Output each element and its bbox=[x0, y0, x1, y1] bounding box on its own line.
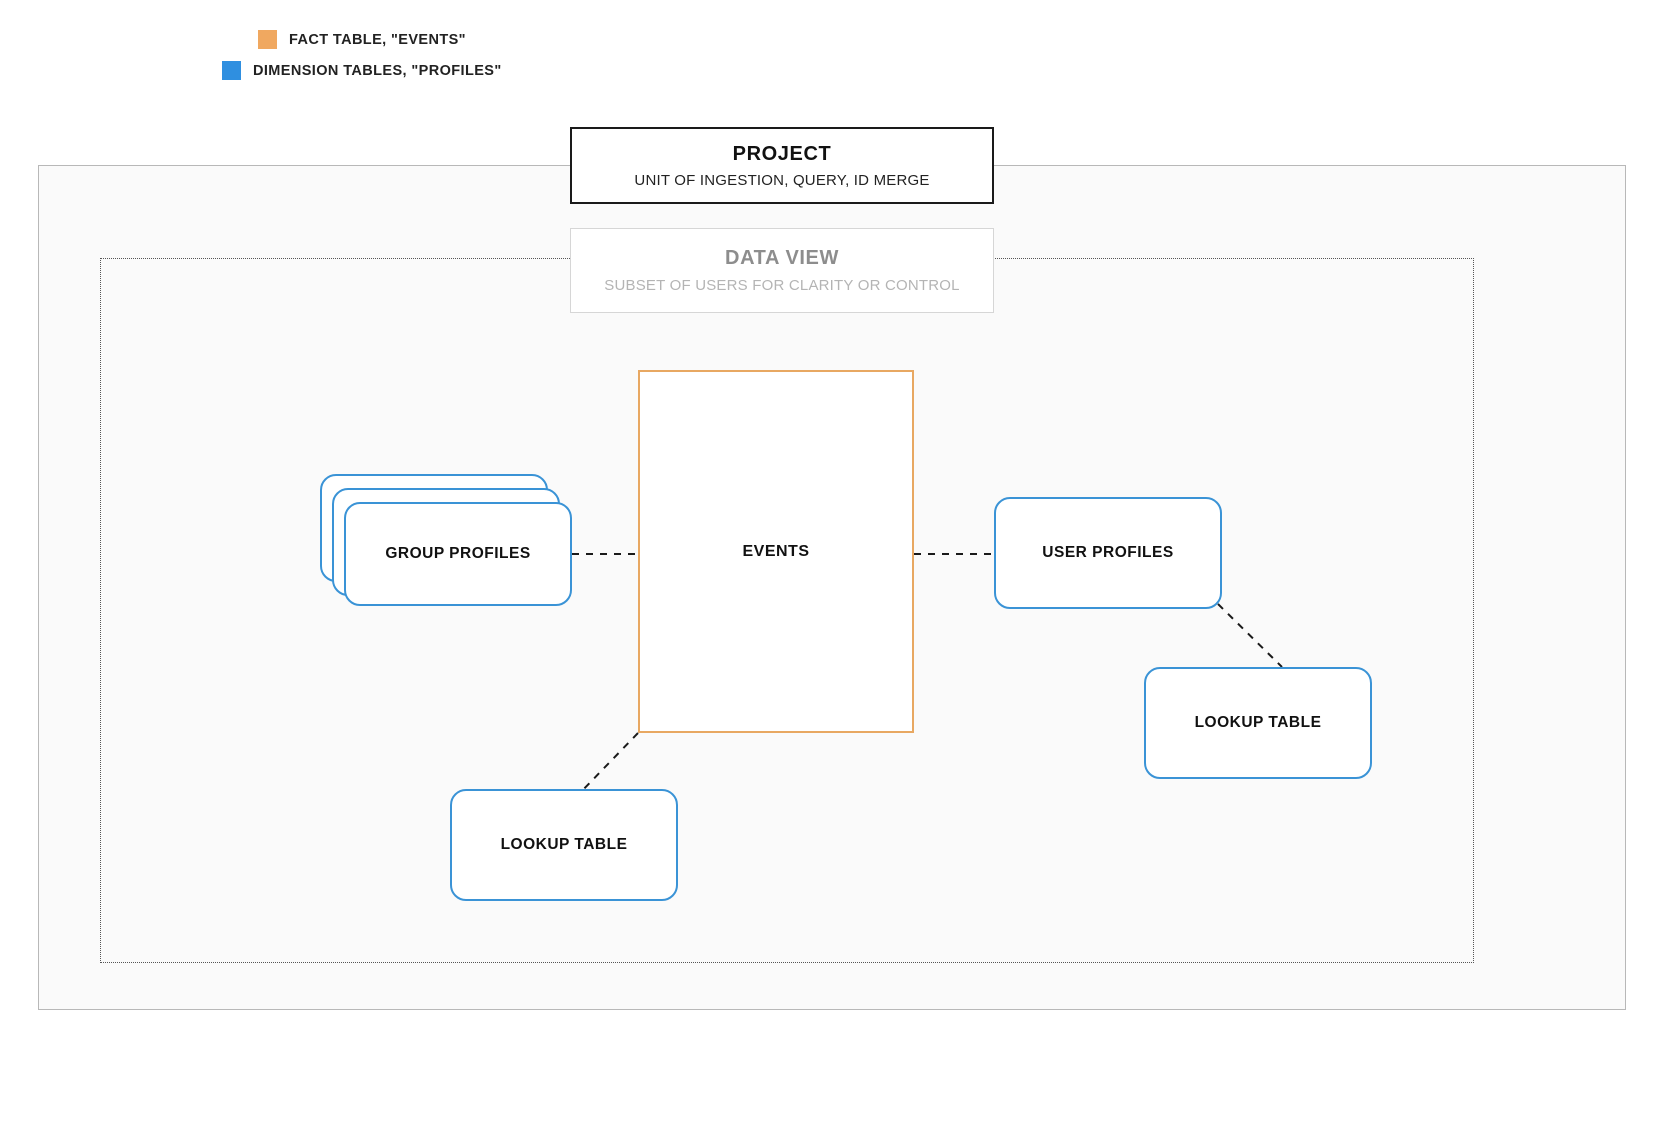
project-title-box bbox=[570, 127, 994, 204]
legend bbox=[0, 30, 1000, 80]
data-view-title-box bbox=[570, 228, 994, 313]
legend-item-label: FACT TABLE, "EVENTS" bbox=[289, 31, 466, 48]
node-user-profiles[interactable] bbox=[994, 497, 1222, 609]
node-user-profiles-label: USER PROFILES bbox=[1042, 544, 1174, 561]
node-events[interactable] bbox=[638, 370, 914, 733]
node-group-profiles-label: GROUP PROFILES bbox=[385, 545, 531, 562]
project-subtitle: UNIT OF INGESTION, QUERY, ID MERGE bbox=[634, 171, 930, 189]
node-group-profiles[interactable] bbox=[344, 502, 572, 606]
data-view-subtitle: SUBSET OF USERS FOR CLARITY OR CONTROL bbox=[604, 277, 960, 294]
node-lookup-table-left-label: LOOKUP TABLE bbox=[500, 836, 628, 853]
node-lookup-table-right-label: LOOKUP TABLE bbox=[1194, 714, 1322, 731]
node-events-label: EVENTS bbox=[742, 542, 810, 560]
node-lookup-table-right[interactable] bbox=[1144, 667, 1372, 779]
legend-item-fact-table bbox=[0, 30, 1000, 49]
node-lookup-table-left[interactable] bbox=[450, 789, 678, 901]
square-swatch-icon bbox=[258, 30, 277, 49]
project-title: PROJECT bbox=[732, 142, 832, 165]
data-view-title: DATA VIEW bbox=[725, 247, 839, 269]
legend-item-dimension-tables bbox=[0, 61, 1000, 80]
legend-item-label: DIMENSION TABLES, "PROFILES" bbox=[253, 62, 502, 79]
square-swatch-icon bbox=[222, 61, 241, 80]
